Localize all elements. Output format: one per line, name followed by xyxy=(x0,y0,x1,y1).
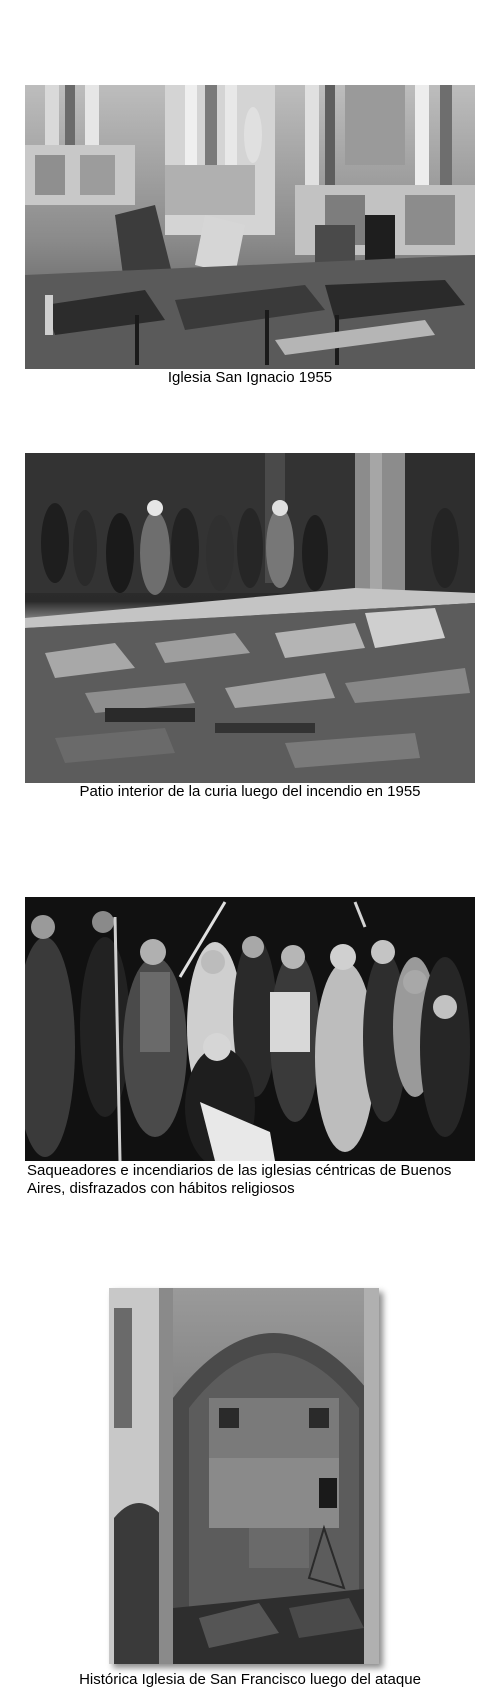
photo-iglesia-san-ignacio-image xyxy=(25,85,475,369)
photo-saqueadores-image xyxy=(25,897,475,1161)
photo-iglesia-san-francisco-image xyxy=(109,1288,379,1664)
photo-caption: Iglesia San Ignacio 1955 xyxy=(167,369,333,386)
photo-patio-curia-image xyxy=(25,453,475,783)
photo-iglesia-san-francisco xyxy=(109,1288,379,1664)
photo-caption: Patio interior de la curia luego del incendio en 1955 xyxy=(79,783,421,800)
photo-iglesia-san-ignacio xyxy=(25,85,475,369)
photo-saqueadores xyxy=(25,897,475,1161)
photo-caption: Histórica Iglesia de San Francisco luego del ataque xyxy=(79,1671,421,1688)
photo-caption: Saqueadores e incendiarios de las iglesias céntricas de Buenos Aires, disfrazados con hábitos religiosos xyxy=(27,1162,452,1197)
photo-patio-curia xyxy=(25,453,475,783)
